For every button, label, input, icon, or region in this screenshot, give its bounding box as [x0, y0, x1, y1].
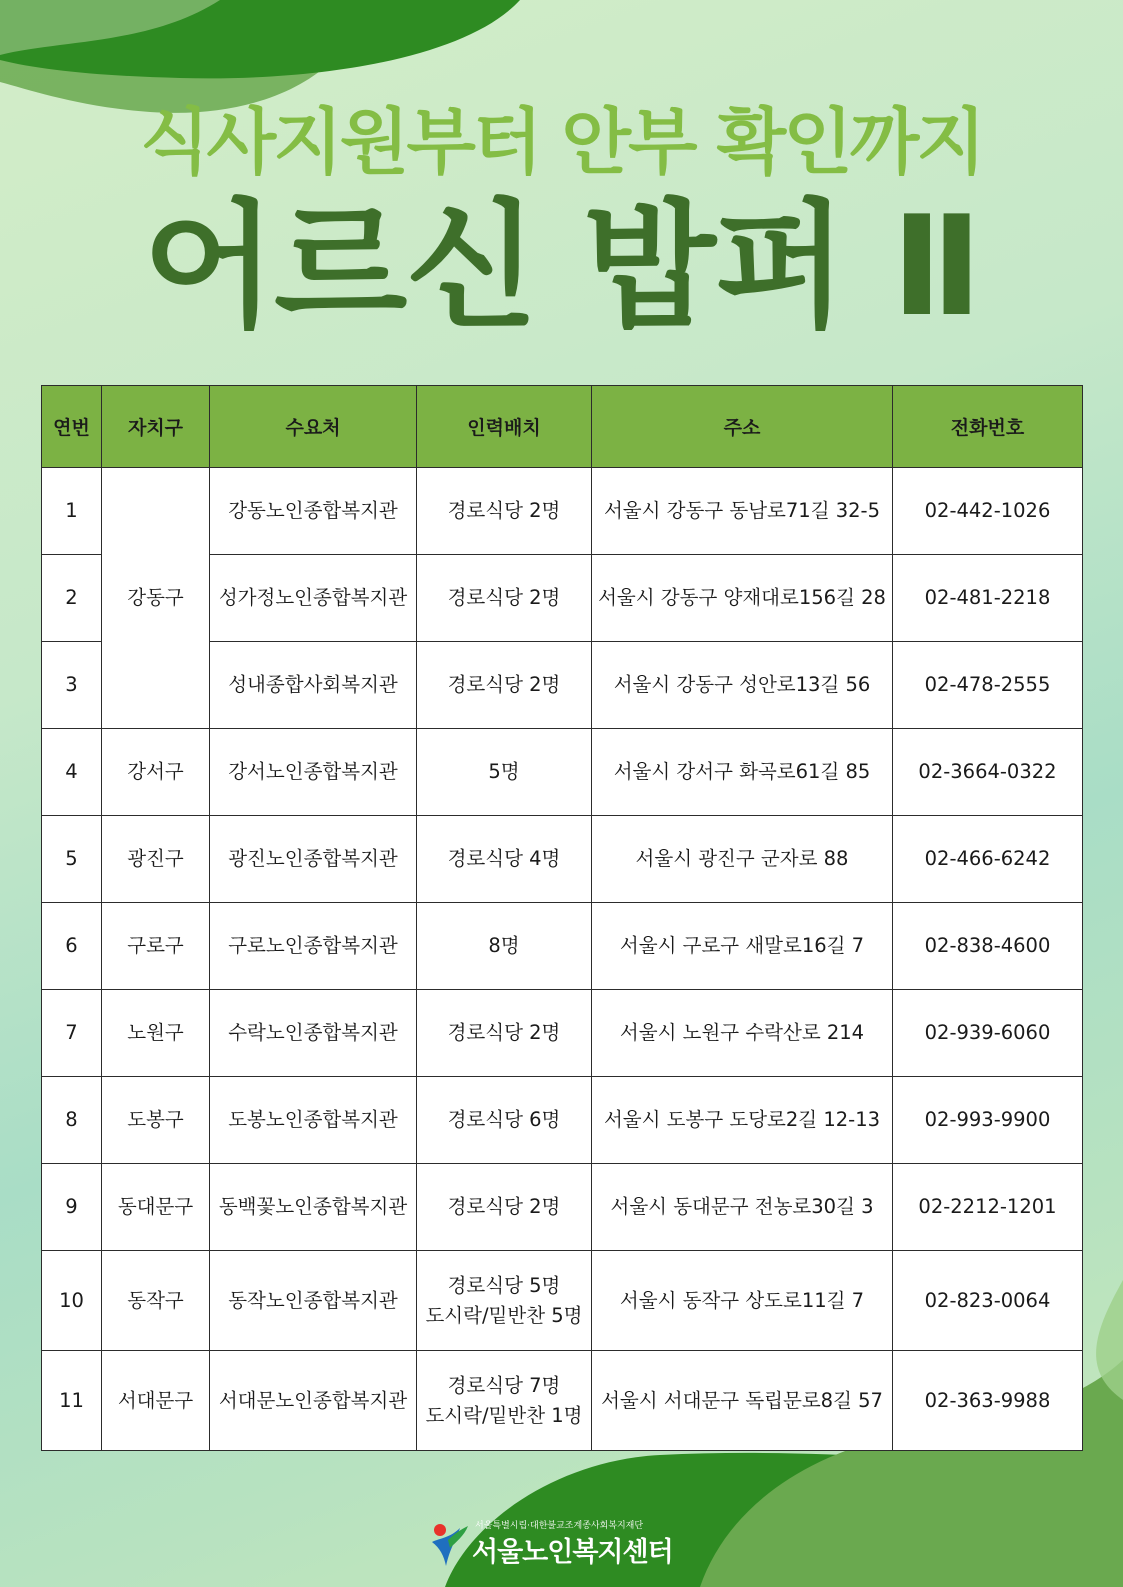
header-no: 연번: [42, 386, 102, 468]
cell-place: 성내종합사회복지관: [210, 642, 417, 729]
table-row: [42, 903, 1083, 990]
cell-staff: [417, 1351, 592, 1451]
cell-staff: [417, 903, 592, 990]
table-row: [42, 1351, 1083, 1451]
cell-phone: 02-3664-0322: [893, 729, 1083, 816]
staff-line: 경로식당 6명: [447, 1108, 561, 1131]
org-name: 서울노인복지센터: [472, 1537, 673, 1568]
cell-staff: [417, 816, 592, 903]
cell-phone: 02-481-2218: [893, 555, 1083, 642]
person-figure-icon: [430, 1520, 470, 1568]
cell-address: 서울시 구로구 새말로16길 7: [592, 903, 893, 990]
cell-no: 11: [42, 1351, 102, 1451]
header-staff: 인력배치: [417, 386, 592, 468]
staff-line: 8명: [488, 934, 520, 957]
cell-place: 강동노인종합복지관: [210, 468, 417, 555]
staff-line: 경로식당 2명: [447, 1021, 561, 1044]
header-district: 자치구: [102, 386, 210, 468]
table-row: [42, 1164, 1083, 1251]
cell-district: 서대문구: [102, 1351, 210, 1451]
cell-district: 구로구: [102, 903, 210, 990]
cell-staff: [417, 1251, 592, 1351]
cell-phone: 02-442-1026: [893, 468, 1083, 555]
header-phone: 전화번호: [893, 386, 1083, 468]
cell-staff: [417, 468, 592, 555]
cell-staff: [417, 990, 592, 1077]
cell-district: 강서구: [102, 729, 210, 816]
header-address: 주소: [592, 386, 893, 468]
cell-no: 10: [42, 1251, 102, 1351]
staff-line: 경로식당 2명: [447, 499, 561, 522]
cell-address: 서울시 강동구 양재대로156길 28: [592, 555, 893, 642]
headline-main: 어르신 밥퍼 Ⅱ: [142, 186, 981, 347]
cell-place: 강서노인종합복지관: [210, 729, 417, 816]
table-row: [42, 1077, 1083, 1164]
cell-place: 성가정노인종합복지관: [210, 555, 417, 642]
cell-district: 노원구: [102, 990, 210, 1077]
header-place: 수요처: [210, 386, 417, 468]
table-row: [42, 1251, 1083, 1351]
cell-district: 강동구: [102, 468, 210, 729]
cell-address: 서울시 도봉구 도당로2길 12-13: [592, 1077, 893, 1164]
staff-line: 경로식당 2명: [447, 673, 561, 696]
cell-district: 광진구: [102, 816, 210, 903]
staff-line: 경로식당 2명: [447, 1195, 561, 1218]
cell-staff: [417, 642, 592, 729]
cell-place: 도봉노인종합복지관: [210, 1077, 417, 1164]
staff-line: 도시락/밑반찬 1명: [425, 1403, 583, 1427]
cell-district: 동대문구: [102, 1164, 210, 1251]
staff-line: 경로식당 7명: [447, 1373, 561, 1397]
cell-place: 동백꽃노인종합복지관: [210, 1164, 417, 1251]
cell-address: 서울시 노원구 수락산로 214: [592, 990, 893, 1077]
roster-table: [41, 385, 1083, 1451]
cell-no: 9: [42, 1164, 102, 1251]
staff-line: 5명: [488, 760, 520, 783]
org-logo: [430, 1518, 690, 1570]
table-row: [42, 990, 1083, 1077]
cell-place: 수락노인종합복지관: [210, 990, 417, 1077]
cell-district: 동작구: [102, 1251, 210, 1351]
cell-address: 서울시 강동구 동남로71길 32-5: [592, 468, 893, 555]
cell-address: 서울시 강동구 성안로13길 56: [592, 642, 893, 729]
cell-phone: 02-466-6242: [893, 816, 1083, 903]
cell-address: 서울시 동작구 상도로11길 7: [592, 1251, 893, 1351]
table-row: [42, 468, 1083, 555]
cell-no: 1: [42, 468, 102, 555]
cell-no: 2: [42, 555, 102, 642]
cell-district: 도봉구: [102, 1077, 210, 1164]
cell-phone: 02-478-2555: [893, 642, 1083, 729]
cell-phone: 02-2212-1201: [893, 1164, 1083, 1251]
cell-place: 구로노인종합복지관: [210, 903, 417, 990]
cell-phone: 02-993-9900: [893, 1077, 1083, 1164]
staff-line: 경로식당 5명: [447, 1273, 561, 1297]
cell-phone: 02-838-4600: [893, 903, 1083, 990]
staff-line: 도시락/밑반찬 5명: [425, 1303, 583, 1327]
cell-staff: [417, 729, 592, 816]
cell-phone: 02-939-6060: [893, 990, 1083, 1077]
cell-phone: 02-823-0064: [893, 1251, 1083, 1351]
cell-no: 3: [42, 642, 102, 729]
cell-no: 4: [42, 729, 102, 816]
cell-address: 서울시 강서구 화곡로61길 85: [592, 729, 893, 816]
cell-no: 5: [42, 816, 102, 903]
cell-staff: [417, 1164, 592, 1251]
cell-staff: [417, 1077, 592, 1164]
table-row: [42, 816, 1083, 903]
staff-line: 경로식당 2명: [447, 586, 561, 609]
cell-address: 서울시 동대문구 전농로30길 3: [592, 1164, 893, 1251]
cell-place: 서대문노인종합복지관: [210, 1351, 417, 1451]
table-header-row: [42, 386, 1083, 468]
cell-address: 서울시 광진구 군자로 88: [592, 816, 893, 903]
headline-top: 식사지원부터 안부 확인까지: [140, 100, 983, 184]
table-row: [42, 729, 1083, 816]
cell-place: 동작노인종합복지관: [210, 1251, 417, 1351]
cell-no: 6: [42, 903, 102, 990]
cell-address: 서울시 서대문구 독립문로8길 57: [592, 1351, 893, 1451]
cell-no: 7: [42, 990, 102, 1077]
cell-no: 8: [42, 1077, 102, 1164]
staff-line: 경로식당 4명: [447, 847, 561, 870]
cell-place: 광진노인종합복지관: [210, 816, 417, 903]
org-sub-label: 서울특별시립·대한불교조계종사회복지재단: [475, 1521, 644, 1531]
cell-phone: 02-363-9988: [893, 1351, 1083, 1451]
cell-staff: [417, 555, 592, 642]
